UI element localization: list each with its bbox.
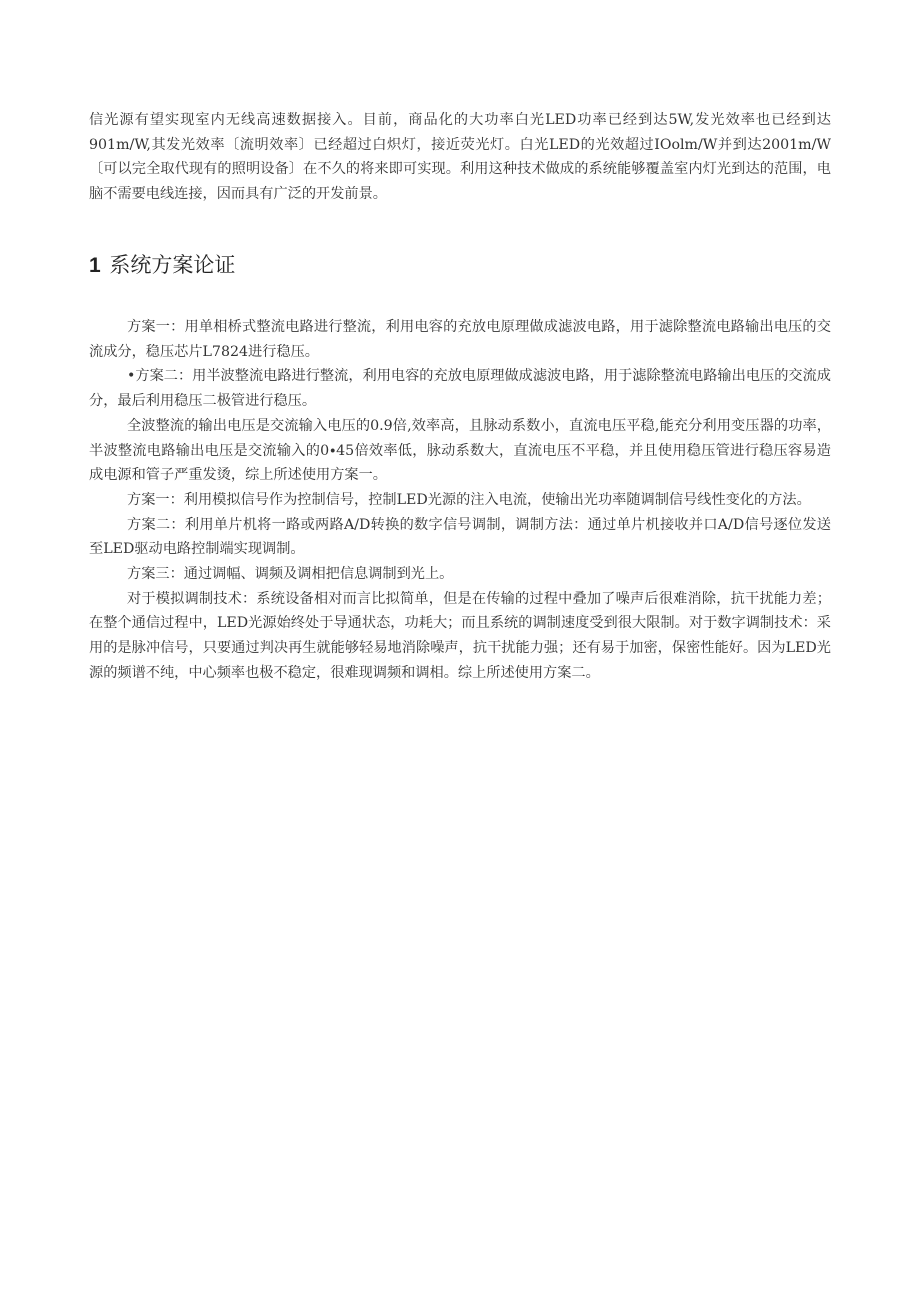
paragraph-power-comparison: 全波整流的输出电压是交流输入电压的0.9倍,效率高，且脉动系数小，直流电压平稳,能充分利用变压器的功率，半波整流电路输出电压是交流输入的0∙45倍效率低，脉动系数大，直流电压不平稳，并且使用稳压管进行稳压容易造成电源和管子严重发烫，综上所述使用方案一。 <box>89 417 831 484</box>
paragraph-scheme3-modulation: 方案三：通过调幅、调频及调相把信息调制到光上。 <box>127 566 454 583</box>
section-heading <box>89 251 235 280</box>
paragraph-scheme2-modulation: 方案二：利用单片机将一路或两路A/D转换的数字信号调制，调制方法：通过单片机接收并口A/D信号逐位发送至LED驱动电路控制端实现调制。 <box>89 516 831 558</box>
paragraph-scheme1-power: 方案一：用单相桥式整流电路进行整流，利用电容的充放电原理做成滤波电路，用于滤除整流电路输出电压的交流成分，稳压芯片L7824进行稳压。 <box>89 319 831 360</box>
paragraph-modulation-comparison: 对于模拟调制技术：系统设备相对而言比拟简单，但是在传输的过程中叠加了噪声后很难消除，抗干扰能力差；在整个通信过程中，LED光源始终处于导通状态，功耗大；而且系统的调制速度受到很大限制。对于数字调制技术：采用的是脉冲信号，只要通过判决再生就能够轻易地消除噪声，抗干扰能力强；还有易于加密，保密性能好。因为LED光源的频谱不纯，中心频率也极不稳定，很难现调频和调相。综上所述使用方案二。 <box>89 590 831 681</box>
paragraph-scheme1-modulation: 方案一：利用模拟信号作为控制信号，控制LED光源的注入电流，使输出光功率随调制信号线性变化的方法。 <box>127 491 811 508</box>
section-number: 1 <box>89 254 101 277</box>
section-body <box>89 315 831 686</box>
section-title: 系统方案论证 <box>109 253 236 277</box>
paragraph-scheme2-power: •方案二：用半波整流电路进行整流，利用电容的充放电原理做成滤波电路，用于滤除整流电路输出电压的交流成分，最后利用稳压二极管进行稳压。 <box>89 368 831 410</box>
intro-paragraph: 信光源有望实现室内无线高速数据接入。目前，商品化的大功率白光LED功率已经到达5W,发光效率也已经到达901m/W,其发光效率〔流明效率〕已经超过白炽灯，接近荧光灯。白光LED的光效超过IOolm/W并到达2001m/W〔可以完全取代现有的照明设备〕在不久的将来即可实现。利用这种技术做成的系统能够覆盖室内灯光到达的范围，电脑不需要电线连接，因而具有广泛的开发前景。 <box>89 112 831 202</box>
